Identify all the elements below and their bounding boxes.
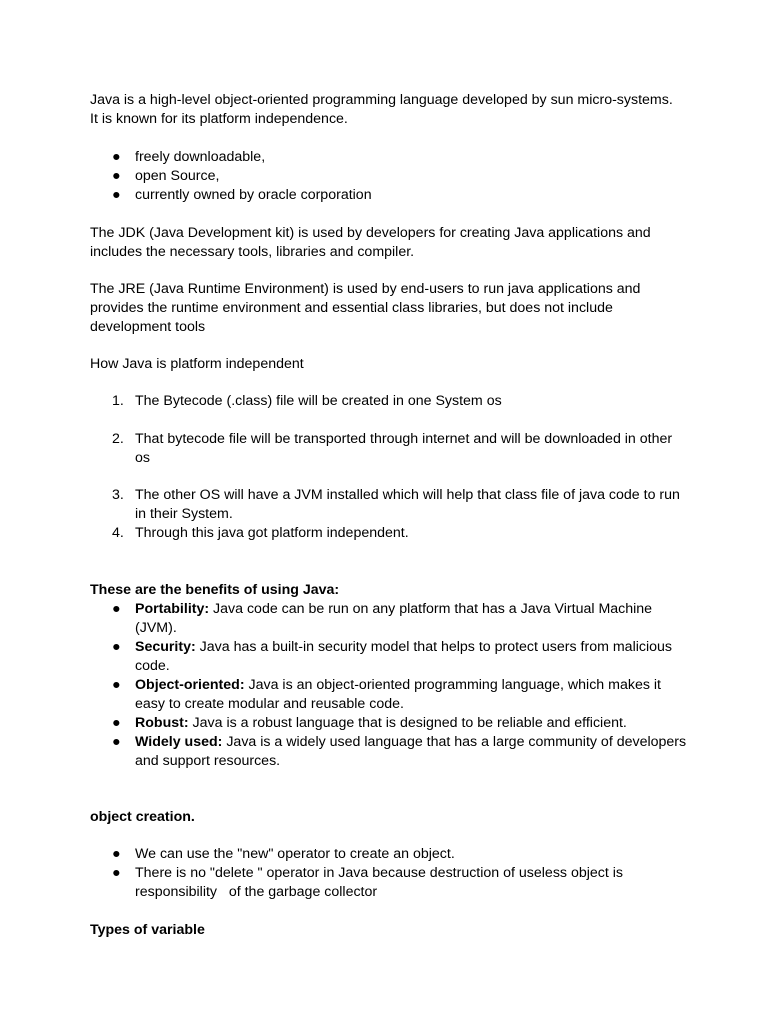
list-item-text: freely downloadable, xyxy=(135,149,266,165)
benefits-heading: These are the benefits of using Java: xyxy=(90,582,340,598)
bullet-icon: ● xyxy=(112,168,121,184)
list-item xyxy=(90,714,690,733)
list-item xyxy=(90,638,690,676)
document-content xyxy=(90,91,690,940)
jre-paragraph xyxy=(90,280,690,337)
list-item xyxy=(90,845,690,864)
object-creation-heading: object creation. xyxy=(90,809,195,825)
platform-steps-list xyxy=(90,392,690,543)
step-number: 1. xyxy=(112,393,124,409)
list-item-text: currently owned by oracle corporation xyxy=(135,187,372,203)
bullet-icon: ● xyxy=(112,846,121,862)
benefit-term: Object-oriented: xyxy=(135,677,245,693)
list-item xyxy=(90,524,690,543)
benefit-text: Java is a widely used language that has a large community of developers xyxy=(222,734,687,750)
list-item xyxy=(90,430,690,468)
list-item xyxy=(90,186,690,205)
benefit-term: Widely used: xyxy=(135,734,223,750)
list-item xyxy=(90,392,690,411)
list-item xyxy=(90,148,690,167)
bullet-icon: ● xyxy=(112,865,121,881)
bullet-icon: ● xyxy=(112,639,121,655)
benefit-term: Robust: xyxy=(135,715,189,731)
jre-line: The JRE (Java Runtime Environment) is used by end-users to run java applications and xyxy=(90,281,641,297)
step-text: Through this java got platform independent. xyxy=(135,525,409,541)
benefit-text: Java has a built-in security model that helps to protect users from malicious xyxy=(195,639,672,655)
list-item xyxy=(90,733,690,771)
step-text: in their System. xyxy=(135,506,233,522)
features-list xyxy=(90,148,690,205)
benefit-term: Security: xyxy=(135,639,196,655)
platform-heading: How Java is platform independent xyxy=(90,356,304,372)
benefit-term: Portability: xyxy=(135,601,210,617)
step-number: 2. xyxy=(112,431,124,447)
jdk-line: The JDK (Java Development kit) is used by developers for creating Java applications and xyxy=(90,225,651,241)
list-item-text: There is no "delete " operator in Java because destruction of useless object is xyxy=(135,865,623,881)
types-of-variable-heading: Types of variable xyxy=(90,922,205,938)
list-item-text: We can use the "new" operator to create an object. xyxy=(135,846,455,862)
list-item-text: open Source, xyxy=(135,168,220,184)
bullet-icon: ● xyxy=(112,149,121,165)
benefit-text: Java is a robust language that is designed to be reliable and efficient. xyxy=(188,715,627,731)
list-item xyxy=(90,600,690,638)
intro-line: Java is a high-level object-oriented programming language developed by sun micro-systems. xyxy=(90,92,673,108)
step-number: 3. xyxy=(112,487,124,503)
step-text: That bytecode file will be transported through internet and will be downloaded in other os xyxy=(135,431,673,466)
intro-paragraph xyxy=(90,91,690,129)
bullet-icon: ● xyxy=(112,187,121,203)
bullet-icon: ● xyxy=(112,715,121,731)
jre-line: provides the runtime environment and essential class libraries, but does not include xyxy=(90,300,613,316)
intro-line: It is known for its platform independence. xyxy=(90,111,348,127)
benefit-text: (JVM). xyxy=(135,620,177,636)
bullet-icon: ● xyxy=(112,601,121,617)
object-creation-list xyxy=(90,845,690,902)
list-item-text: responsibility of the garbage collector xyxy=(135,884,378,900)
benefit-text: Java code can be run on any platform that has a Java Virtual Machine xyxy=(209,601,653,617)
list-item xyxy=(90,676,690,714)
list-item xyxy=(90,486,690,524)
list-item xyxy=(90,864,690,902)
bullet-icon: ● xyxy=(112,734,121,750)
step-text: The other OS will have a JVM installed which will help that class file of java code to run xyxy=(135,487,680,503)
bullet-icon: ● xyxy=(112,677,121,693)
jre-line: development tools xyxy=(90,319,206,335)
jdk-line: includes the necessary tools, libraries and compiler. xyxy=(90,244,415,260)
step-number: 4. xyxy=(112,525,124,541)
benefit-text: easy to create modular and reusable code. xyxy=(135,696,404,712)
benefit-text: Java is an object-oriented programming language, which makes it xyxy=(244,677,661,693)
benefits-list xyxy=(90,600,690,771)
benefit-text: code. xyxy=(135,658,170,674)
step-text: The Bytecode (.class) file will be created in one System os xyxy=(135,393,502,409)
jdk-paragraph xyxy=(90,224,690,262)
list-item xyxy=(90,167,690,186)
benefit-text: and support resources. xyxy=(135,753,281,769)
